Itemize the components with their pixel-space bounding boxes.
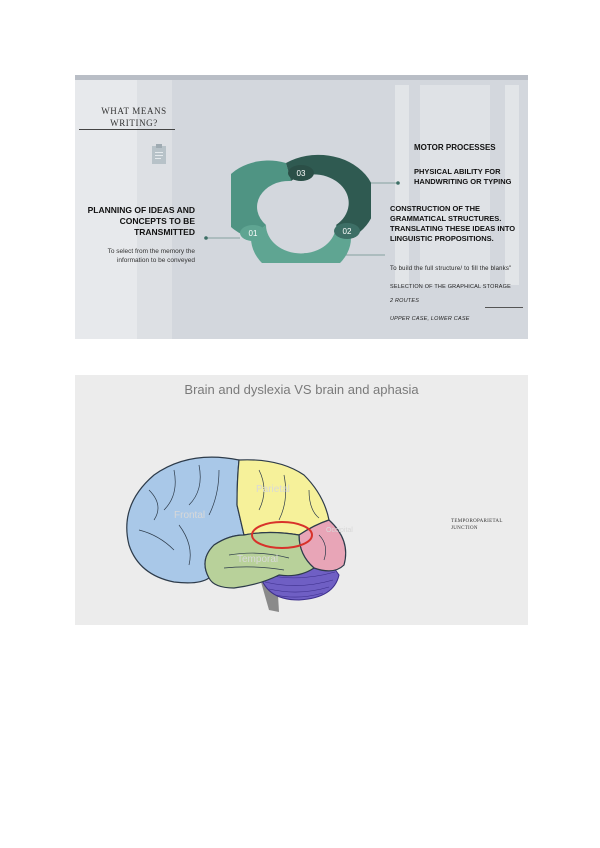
- construction-item-3: UPPER CASE, LOWER CASE: [390, 316, 470, 322]
- step-1-label: 01: [248, 229, 258, 238]
- slide-title: Brain and dyslexia VS brain and aphasia: [184, 382, 419, 397]
- parietal-label: Parietal: [256, 484, 290, 495]
- step-3-label: 03: [296, 169, 306, 178]
- motor-subheading: PHYSICAL ABILITY FOR HANDWRITING OR TYPING: [414, 167, 512, 186]
- temporal-label: Temporal: [237, 554, 279, 565]
- construction-heading: CONSTRUCTION OF THE GRAMMATICAL STRUCTURES. TRANSLATING THESE IDEAS INTO LINGUISTIC PROPOSITIONS.: [390, 204, 516, 243]
- occipital-label: Occipital: [326, 527, 353, 534]
- temporoparietal-annotation: TEMPOROPARIETAL JUNCTION: [451, 519, 503, 531]
- construction-item-2: 2 ROUTES: [390, 298, 420, 304]
- construction-subtext: To build the full structure/ to fill the blanks": [390, 266, 512, 272]
- cycle-diagram: [231, 153, 371, 263]
- motor-heading: MOTOR PROCESSES: [414, 143, 496, 152]
- brain-comparison-slide: [75, 375, 528, 625]
- planning-subtext: To select from the memory the information to be conveyed: [107, 248, 195, 264]
- frontal-label: Frontal: [174, 510, 206, 521]
- divider: [485, 307, 523, 308]
- construction-item-1: SELECTION OF THE GRAPHICAL STORAGE: [390, 284, 512, 290]
- parietal-lobe: [237, 460, 329, 535]
- brain-diagram: [119, 450, 369, 620]
- planning-heading: PLANNING OF IDEAS AND CONCEPTS TO BE TRANSMITTED: [87, 205, 195, 237]
- slide-title: WHAT MEANS WRITING?: [101, 106, 167, 128]
- step-2-label: 02: [342, 227, 352, 236]
- writing-process-slide: [75, 75, 528, 339]
